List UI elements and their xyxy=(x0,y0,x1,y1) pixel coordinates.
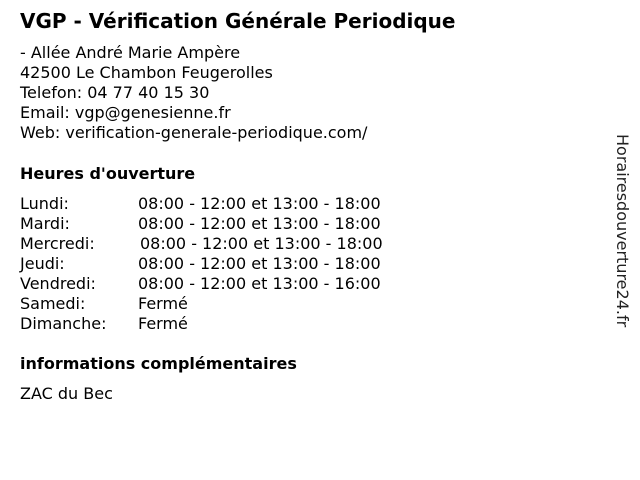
phone-number: Telefon: 04 77 40 15 30 xyxy=(20,83,210,102)
day-label: Mardi: xyxy=(20,214,70,233)
time-value: 08:00 - 12:00 et 13:00 - 16:00 xyxy=(138,274,381,293)
day-label: Lundi: xyxy=(20,194,69,213)
day-label: Dimanche: xyxy=(20,314,107,333)
day-label: Samedi: xyxy=(20,294,86,313)
time-value: Fermé xyxy=(138,314,188,333)
brand-watermark: Horairesdouverture24.fr xyxy=(613,134,632,328)
info-text: ZAC du Bec xyxy=(20,384,113,403)
day-label: Jeudi: xyxy=(20,254,65,273)
page-title: VGP - Vérification Générale Periodique xyxy=(20,9,456,33)
day-label: Vendredi: xyxy=(20,274,96,293)
time-value: 08:00 - 12:00 et 13:00 - 18:00 xyxy=(138,214,381,233)
info-heading: informations complémentaires xyxy=(20,354,297,373)
contact-block xyxy=(20,43,367,143)
time-value: 08:00 - 12:00 et 13:00 - 18:00 xyxy=(138,194,381,213)
email-address: Email: vgp@genesienne.fr xyxy=(20,103,231,122)
time-value: 08:00 - 12:00 et 13:00 - 18:00 xyxy=(140,234,383,253)
hours-heading: Heures d'ouverture xyxy=(20,164,196,183)
website: Web: verification-generale-periodique.com/ xyxy=(20,123,368,142)
city-address: 42500 Le Chambon Feugerolles xyxy=(20,63,273,82)
street-address: - Allée André Marie Ampère xyxy=(20,43,241,62)
time-value: Fermé xyxy=(138,294,188,313)
day-label: Mercredi: xyxy=(20,234,95,253)
time-value: 08:00 - 12:00 et 13:00 - 18:00 xyxy=(138,254,381,273)
